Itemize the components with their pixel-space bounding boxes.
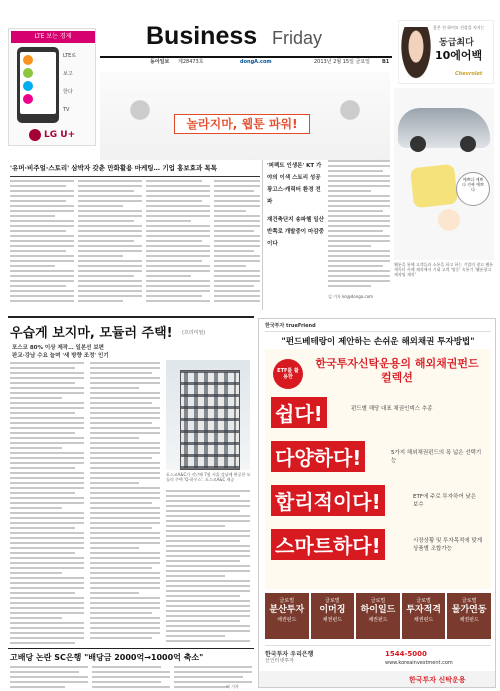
bottom-body-col3 xyxy=(174,666,252,691)
issue-number: 제28473호 xyxy=(178,59,204,65)
banner-cartoon-right xyxy=(330,92,370,152)
fund-name: 이머징 xyxy=(319,605,346,615)
webtoon-sidebar[interactable] xyxy=(262,160,324,310)
lg-ad-item: TV xyxy=(63,107,70,113)
fund-footer xyxy=(265,645,491,667)
fund-top: 글로벌 xyxy=(416,598,431,604)
fund-ad-headline: "펀드베테랑이 제안하는 손쉬운 해외채권 투자방법" xyxy=(281,337,475,347)
bottom-reporter: 이 기자 xyxy=(226,684,239,689)
footer-site[interactable]: www.koreainvestment.com xyxy=(385,660,453,666)
slogan-desc: 시장상황 및 투자목적에 맞게 상품별 조합가능 xyxy=(413,538,483,552)
issue-date: 2013년 2월 15일 금요일 xyxy=(314,59,371,65)
lg-uplus-ad[interactable] xyxy=(8,28,96,146)
lg-uplus-logo xyxy=(29,127,75,143)
ad-line1: 좋은 건 하이모 건강을 지키는 xyxy=(433,25,485,30)
fund-ad[interactable] xyxy=(258,318,496,688)
fund-button[interactable] xyxy=(311,593,355,639)
site-name[interactable]: dongA.com xyxy=(240,59,272,65)
lg-ad-top-label xyxy=(11,31,95,43)
fund-kind: 채권펀드 xyxy=(459,617,479,623)
fund-button[interactable] xyxy=(402,593,446,639)
slogan-row xyxy=(271,529,485,569)
top-right-ad[interactable] xyxy=(398,20,494,84)
cartoon-sign xyxy=(410,164,458,208)
footer-sub: 선인터넷투자 xyxy=(265,658,294,664)
slogan-row xyxy=(271,397,485,437)
fund-kind: 채권펀드 xyxy=(277,617,297,623)
lg-ad-item: 한다 xyxy=(63,89,73,95)
speech-bubble xyxy=(456,172,490,206)
webtoon-right-col xyxy=(328,160,390,290)
lg-ad-item: 보고 xyxy=(63,71,73,77)
car-wheel-icon xyxy=(460,136,476,152)
webtoon-headline[interactable]: '유머·비주얼·스토리' 삼박자 갖춘 만화활용 마케팅… 기업 홍보효과 톡톡 xyxy=(10,164,218,172)
webtoon-body-col2 xyxy=(78,180,142,305)
webtoon-body-col1 xyxy=(10,180,74,305)
fund-button[interactable] xyxy=(356,593,400,639)
lg-logo-icon xyxy=(29,129,41,141)
fund-kind: 채권펀드 xyxy=(368,617,388,623)
slogan-desc: ETF에 주로 투자하여 낮은 보수 xyxy=(413,494,477,508)
header-rule xyxy=(100,56,392,58)
ad-model-face xyxy=(399,27,433,83)
slogan-row xyxy=(271,441,485,481)
bottom-divider xyxy=(8,648,254,649)
apartment-headline[interactable]: 우습게 보지마, 모듈러 주택! xyxy=(10,326,173,341)
bottom-headline[interactable]: 고배당 논란 SC은행 "배당금 2000억→1000억 축소" xyxy=(10,653,204,662)
fund-button[interactable] xyxy=(265,593,309,639)
fund-kind: 채권펀드 xyxy=(322,617,343,623)
footer-brand: 한국투자 우리은행 xyxy=(265,651,314,658)
slogan-big: 합리적이다! xyxy=(271,485,385,516)
car-cartoon-image xyxy=(394,88,494,260)
fund-name: 분산투자 xyxy=(269,605,305,615)
banner-text-box xyxy=(174,114,310,134)
fund-name: 하이일드 xyxy=(360,605,396,615)
fund-top: 글로벌 xyxy=(370,598,386,604)
fund-ad-company: 한국투자 trueFriend xyxy=(265,323,316,329)
lg-logo-text: LG U+ xyxy=(44,130,76,140)
fund-kind: 채권펀드 xyxy=(413,617,434,623)
slogan-row xyxy=(271,485,485,525)
apartment-body-col3 xyxy=(166,490,250,645)
ad-line3: 10에어백 xyxy=(435,49,483,62)
fund-ad-main-panel xyxy=(265,349,491,589)
fund-top: 글로벌 xyxy=(461,598,477,604)
banner-cartoon-left xyxy=(120,92,160,152)
banner-text: 놀라지마, 웹툰 파워! xyxy=(186,117,298,131)
building-windows xyxy=(184,372,236,468)
fund-button[interactable] xyxy=(447,593,491,639)
speech-bubble-text: 예쁘다 예쁘다 진짜 예쁘다 xyxy=(462,177,484,192)
webtoon-body-col4 xyxy=(214,180,260,305)
etf-badge-text: ETF를 활용한 xyxy=(277,368,299,380)
building-photo-caption: 포스코A&C가 지난해 7월 서울 강남에 완공한 모듈러 주택 'Q-하우스'. 포스코A&C 제공 xyxy=(166,472,251,482)
slogan-big: 스마트하다! xyxy=(271,529,385,560)
slogan-big: 쉽다! xyxy=(271,397,327,428)
lg-ad-phone xyxy=(17,47,59,123)
bottom-body-col1 xyxy=(10,666,88,691)
fund-name: 물가연동 xyxy=(451,605,487,615)
webtoon-body-col3 xyxy=(146,180,210,305)
car-wheel-icon xyxy=(410,136,426,152)
fund-top: 글로벌 xyxy=(325,598,340,604)
lg-ad-items xyxy=(63,53,95,113)
slogan-big: 다양하다! xyxy=(271,441,365,472)
sidebar-text: 재건축단지 송파헬 일산 반쪽로 개발중이 마감중이다 xyxy=(267,217,324,247)
fund-top: 글로벌 xyxy=(279,598,295,604)
fund-ad-topbar xyxy=(265,331,491,332)
section-title: Business xyxy=(146,22,258,50)
fund-bottom-brand: 한국투자 신탁운용 xyxy=(409,676,466,684)
fund-button-row xyxy=(265,593,491,639)
fund-bottom-bar xyxy=(259,671,496,688)
webtoon-headline-rule xyxy=(10,176,260,177)
ad-line2: 동급최다 xyxy=(439,38,474,48)
car-image-caption: 웹툰을 통해 고객들과 소통을 하고 하는 기업의 광고 웹툰 캐릭터 사례 제작에서 기대 고객 '쌍둥' 속통기 '웹툰광고 제작팀 제작' xyxy=(394,262,494,277)
apartment-body-col2 xyxy=(90,362,160,642)
fund-name: 투자적격 xyxy=(406,605,441,615)
apartment-sub2: 판교·강남 수요 늘며 '새 방향 조정' 인기 xyxy=(12,353,109,359)
footer-phone[interactable]: 1544-5000 xyxy=(385,650,427,658)
header-meta xyxy=(100,59,392,67)
sidebar-title: '퍼펙트 인생론' KT 가야의 이색 스토리 성공 광고스·캐릭터 환경 전파 xyxy=(267,163,322,205)
section-divider xyxy=(8,316,254,318)
apartment-tag: (프리미엄) xyxy=(182,330,206,336)
apartment-body-col1 xyxy=(10,362,84,647)
ad-brand: Chevrolet xyxy=(455,71,483,77)
webtoon-reporter: 김 기자 ko@donga.com xyxy=(328,294,374,299)
etf-badge xyxy=(273,359,303,389)
section-day: Friday xyxy=(272,28,323,48)
webtoon-banner xyxy=(100,72,390,160)
building-photo xyxy=(166,360,250,470)
collection-title: 한국투자신탁운용의 해외채권펀드 컬렉션 xyxy=(315,357,479,384)
paper-name: 동아일보 xyxy=(150,59,170,65)
lg-ad-top-text: LTE 보는 경제 xyxy=(34,33,72,40)
slogan-desc: 펀드별 해당 대표 채권인덱스 추종 xyxy=(351,406,433,412)
apartment-sub1: 포스코 80% 이상 제작… 일본선 보편 xyxy=(12,345,104,351)
slogan-desc: 5가지 해외채권펀드의 폭 넓은 선택기능 xyxy=(391,450,482,464)
cartoon-character xyxy=(434,208,464,242)
page-number: B1 xyxy=(382,59,390,65)
bottom-body-col2 xyxy=(92,666,170,691)
lg-ad-item: LTE로 xyxy=(63,53,77,59)
